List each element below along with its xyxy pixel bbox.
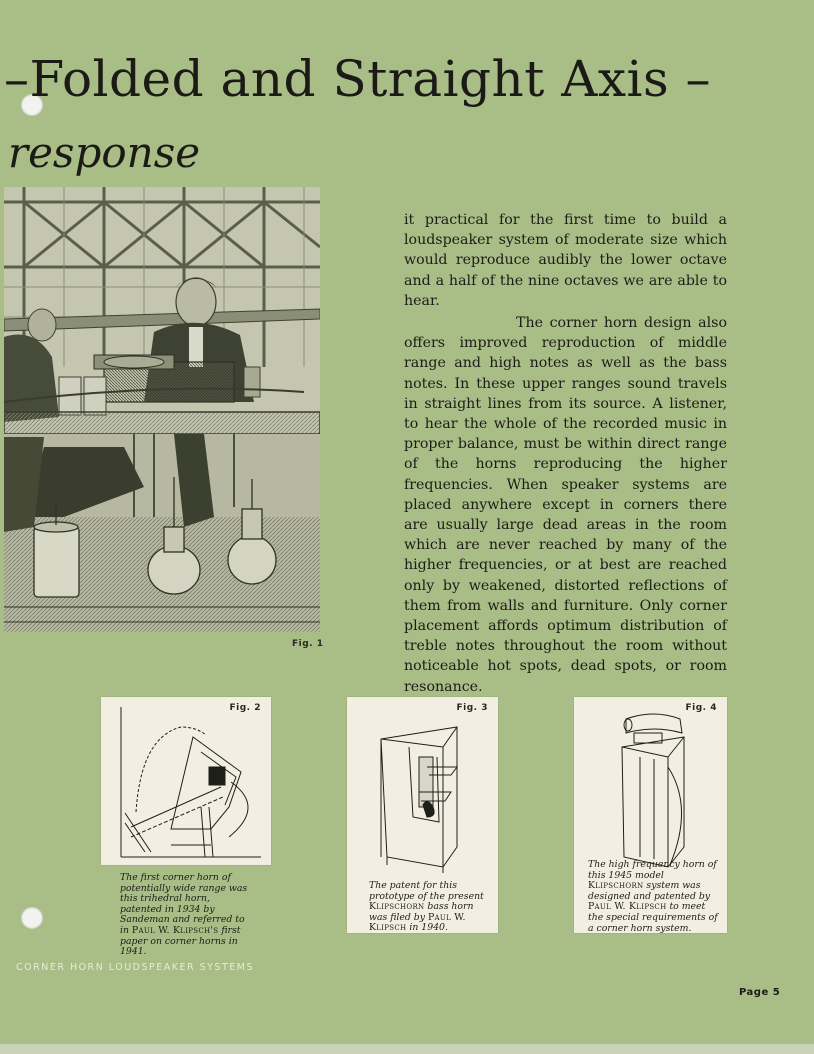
caption-name: Paul W. Klipsch: [588, 901, 667, 913]
caption-text: system was designed and patented by: [588, 880, 711, 902]
article-body: [404, 210, 727, 697]
caption-name: Paul W. Klipsch: [369, 911, 466, 934]
fig3-label: Fig. 3: [456, 703, 488, 713]
page-number: Page 5: [739, 987, 781, 998]
page-subtitle: response: [8, 128, 201, 177]
punch-hole: [21, 907, 43, 929]
caption-text: The patent for this prototype of the present: [369, 880, 484, 902]
running-footer: CORNER HORN LOUDSPEAKER SYSTEMS: [16, 962, 254, 973]
caption-text: first paper on corner horns in 1941.: [120, 924, 241, 958]
fig4-card: [574, 697, 727, 933]
fig1-label: Fig. 1: [292, 639, 324, 649]
caption-text: bass horn was filed by: [369, 901, 474, 923]
paragraph: The corner horn design also offers improved reproduction of middle range and high notes as well as the bass notes. In these upper ranges sound travels in straight lines from its source. A listener, to hear the whole of the recorded music in proper balance, must be within direct range of the horns reproducing the higher frequencies. When speaker systems are placed anywhere except in corners there are usually large dead areas in the room which are never reached by many of the higher frequencies, or at best are reached only by weakened, distorted reflections of them from walls and furniture. Only corner placement affords optimum distribution of treble notes throughout the room without noticeable hot spots, dead spots, or room resonance.: [404, 315, 727, 695]
fig1-engraving: [4, 187, 320, 632]
fig3-card: [347, 697, 498, 933]
fig4-label: Fig. 4: [685, 703, 717, 713]
fig2-label: Fig. 2: [229, 703, 261, 713]
fig2-caption: [120, 873, 252, 958]
caption-text: in 1940.: [406, 922, 448, 934]
page-edge: [0, 1044, 814, 1054]
caption-name: Klipschorn: [369, 901, 425, 913]
page-title: –Folded and Straight Axis –: [4, 50, 712, 108]
fig3-caption: [369, 881, 489, 934]
caption-name: Paul W. Klipsch's: [131, 924, 219, 936]
paragraph: it practical for the first time to build a loudspeaker system of moderate size which would reproduce audibly the lower octave and a half of the nine octaves we are able to hear.: [404, 212, 727, 309]
caption-name: Klipschorn: [588, 880, 644, 892]
fig2-card: [101, 697, 271, 865]
caption-text: to meet the special requirements of a corner horn system.: [588, 901, 718, 934]
caption-text: The high frequency horn of this 1945 model: [588, 859, 717, 881]
caption-text: The first corner horn of potentially wide range was this trihedral horn, patented in 1934 by Sandeman and referred to in: [120, 872, 248, 936]
fig4-caption: [588, 860, 718, 934]
fig2-drawing: [101, 697, 271, 865]
